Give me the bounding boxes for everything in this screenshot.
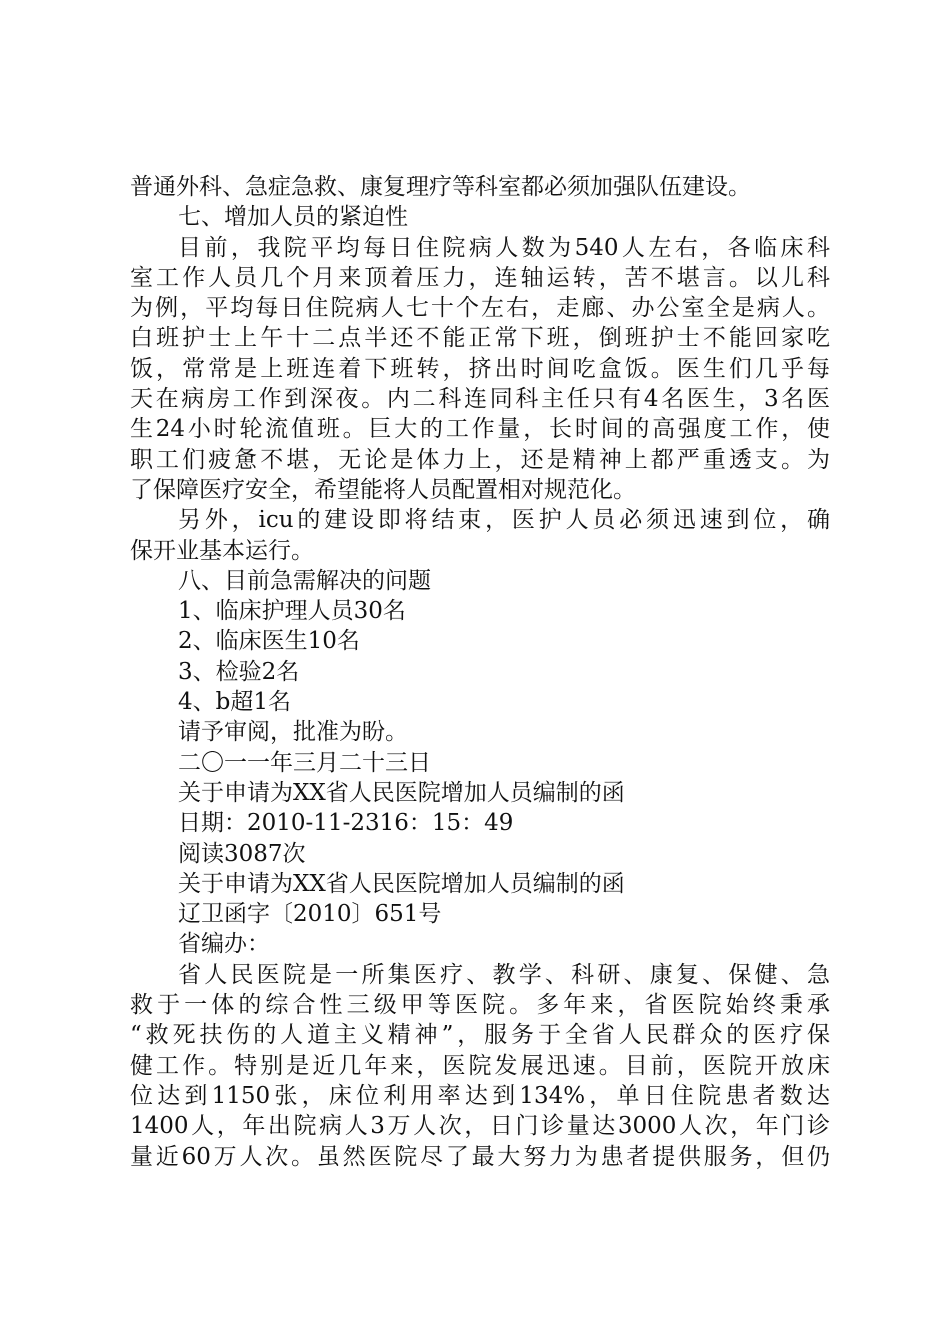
text-line: 普通外科、急症急救、康复理疗等科室都必须加强队伍建设。	[130, 174, 751, 200]
text-line: 关于申请为XX省人民医院增加人员编制的函	[178, 779, 625, 806]
text-line: 了保障医疗安全，希望能将人员配置相对规范化。	[130, 476, 636, 503]
text-line: 阅读3087次	[178, 840, 306, 867]
text-line: 健工作。特别是近几年来，医院发展迅速。目前，医院开放床	[130, 1052, 830, 1079]
text-line: 七、增加人员的紧迫性	[178, 204, 408, 231]
text-line: 饭，常常是上班连着下班转，挤出时间吃盒饭。医生们几乎每	[130, 355, 830, 382]
text-line: 关于申请为XX省人民医院增加人员编制的函	[178, 870, 625, 897]
text-line: 保开业基本运行。	[130, 537, 314, 564]
text-line: 职工们疲惫不堪，无论是体力上，还是精神上都严重透支。为	[130, 446, 830, 473]
text-line: 目前，我院平均每日住院病人数为540人左右，各临床科	[178, 234, 830, 261]
text-line: 二〇一一年三月二十三日	[178, 749, 431, 776]
text-line: 室工作人员几个月来顶着压力，连轴运转，苦不堪言。以儿科	[130, 264, 830, 291]
text-line: 另外，icu的建设即将结束，医护人员必须迅速到位，确	[178, 507, 830, 534]
text-line: 省人民医院是一所集医疗、教学、科研、康复、保健、急	[178, 961, 830, 988]
text-line: 辽卫函字〔2010〕651号	[178, 901, 442, 928]
text-line: 请予审阅，批准为盼。	[178, 719, 408, 746]
text-line: 生24小时轮流值班。巨大的工作量，长时间的高强度工作，使	[130, 416, 830, 443]
document-body	[130, 172, 830, 1172]
text-line: 位达到1150张，床位利用率达到134%，单日住院患者数达	[130, 1082, 830, 1109]
text-line: 量近60万人次。虽然医院尽了最大努力为患者提供服务，但仍	[130, 1143, 830, 1170]
text-line: 为例，平均每日住院病人七十个左右，走廊、办公室全是病人。	[130, 295, 830, 322]
text-line: 4、b超1名	[178, 689, 291, 716]
text-line: 白班护士上午十二点半还不能正常下班，倒班护士不能回家吃	[130, 325, 830, 352]
text-line: 救于一体的综合性三级甲等医院。多年来，省医院始终秉承	[130, 992, 830, 1019]
text-line: 八、目前急需解决的问题	[178, 567, 431, 594]
text-line: 1、临床护理人员30名	[178, 598, 406, 625]
text-line: 天在病房工作到深夜。内二科连同科主任只有4名医生，3名医	[130, 386, 830, 413]
text-line: 2、临床医生10名	[178, 628, 360, 655]
text-line: “救死扶伤的人道主义精神”，服务于全省人民群众的医疗保	[130, 1022, 830, 1049]
text-line: 日期：2010-11-2316：15：49	[178, 810, 514, 837]
text-line: 3、检验2名	[178, 658, 300, 685]
text-line: 省编办：	[178, 931, 270, 958]
text-line: 1400人，年出院病人3万人次，日门诊量达3000人次，年门诊	[130, 1113, 830, 1140]
